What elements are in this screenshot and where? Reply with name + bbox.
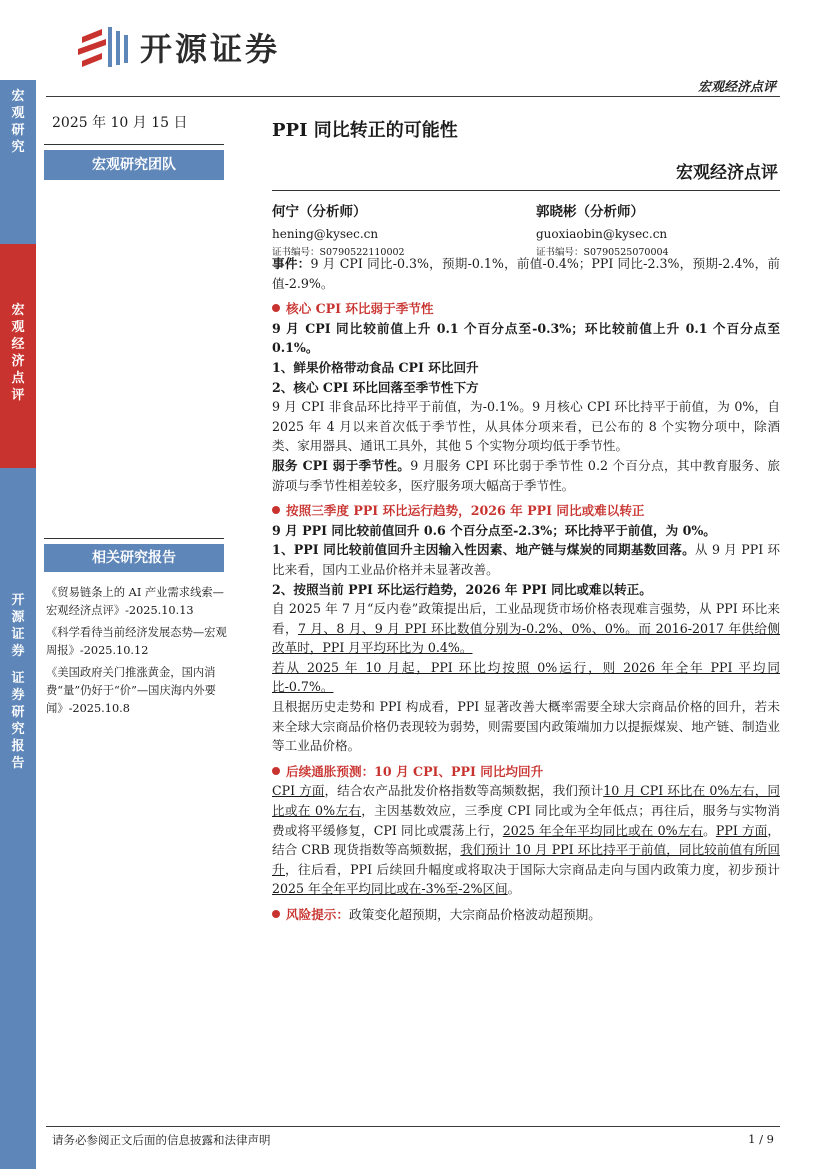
analyst-email[interactable]: hening@kysec.cn [272, 227, 379, 241]
event-paragraph: 事件：9 月 CPI 同比-0.3%，预期-0.1%，前值-0.4%；PPI 同比-2.3%，预期-2.4%，前值-2.9%。 [272, 256, 781, 291]
analyst-card [272, 200, 405, 258]
section-heading: 核心 CPI 环比弱于季节性 [272, 299, 780, 319]
paragraph: 服务 CPI 弱于季节性。9 月服务 CPI 环比弱于季节性 0.2 个百分点，其中教育服务、旅游项与季节性相差较多，医疗服务项大幅高于季节性。 [272, 457, 780, 493]
analyst-name: 何宁（分析师） [272, 204, 367, 220]
paragraph: 9 月 CPI 非食品环比持平于前值，为-0.1%。9 月核心 CPI 环比持平于前值，为 0%，自 2025 年 4 月以来首次低于季节性，从具体分项来看，已公布的 8 个实物分项中，除酒类、家用器具、通讯工具外，其他 5 个实物分项均低于季节性。 [272, 399, 780, 454]
brand-mark-icon [74, 23, 132, 71]
side-label-bottom: 开 源 证 券 证 券 研 究 报 告 [11, 593, 25, 771]
footer-divider [46, 1126, 780, 1127]
paragraph: 若从 2025 年 10 月起，PPI 环比均按照 0%运行，则 2026 年全年 PPI 平均同比-0.7%。 [272, 659, 780, 695]
report-type: 宏观经济点评 [676, 163, 778, 183]
section-lead: 9 月 PPI 同比较前值回升 0.6 个百分点至-2.3%；环比持平于前值，为 0%。 [272, 522, 716, 538]
paragraph: 1、PPI 同比较前值回升主因输入性因素、地产链与煤炭的同期基数回落。从 9 月 PPI 环比来看，国内工业品价格并未显著改善。 [272, 542, 780, 577]
footer-disclaimer: 请务必参阅正文后面的信息披露和法律声明 [52, 1133, 271, 1147]
risk-paragraph: 风险提示：政策变化超预期，大宗商品价格波动超预期。 [272, 905, 780, 925]
side-label-top: 宏 观 研 究 [11, 89, 25, 155]
related-report-link[interactable]: 《科学看待当前经济发展态势—宏观周报》-2025.10.12 [46, 626, 227, 657]
paragraph: 自 2025 年 7 月“反内卷”政策提出后，工业品现货市场价格表现难言强势，从 PPI 环比来看，7 月、8 月、9 月 PPI 环比数值分别为-0.2%、0%、0%。而 2016-2017 年供给侧改革时，PPI 月平均环比为 0.4%。 [272, 601, 781, 656]
sub-heading: 2、核心 CPI 环比回落至季节性下方 [272, 379, 479, 395]
report-date: 2025 年 10 月 15 日 [52, 115, 188, 131]
related-reports-list [46, 584, 234, 722]
analyst-cert: 证书编号：S0790525070004 [536, 247, 669, 258]
related-report-link[interactable]: 《美国政府关门推涨黄金，国内消费“量”仍好于“价”—国庆海内外要闻》-2025.10.8 [46, 666, 216, 715]
bullet-icon [272, 910, 280, 918]
bullet-icon [272, 767, 280, 775]
sub-heading: 2、按照当前 PPI 环比运行趋势，2026 年 PPI 同比或难以转正。 [272, 581, 652, 597]
related-reports-label: 相关研究报告 [44, 544, 224, 572]
section-heading: 按照三季度 PPI 环比运行趋势，2026 年 PPI 同比或难以转正 [272, 501, 780, 521]
bullet-icon [272, 506, 280, 514]
left-column-divider [44, 144, 224, 145]
section-lead: 9 月 CPI 同比较前值上升 0.1 个百分点至-0.3%；环比较前值上升 0.1 个百分点至 0.1%。 [272, 320, 780, 356]
analyst-email[interactable]: guoxiaobin@kysec.cn [536, 227, 668, 241]
analyst-name: 郭晓彬（分析师） [536, 204, 644, 220]
bullet-icon [272, 304, 280, 312]
page-title: PPI 同比转正的可能性 [272, 120, 458, 141]
related-report-link[interactable]: 《贸易链条上的 AI 产业需求线索—宏观经济点评》-2025.10.13 [46, 586, 224, 617]
related-divider [44, 538, 224, 539]
brand-logo: 开源证券 [74, 22, 280, 72]
sub-heading: 1、鲜果价格带动食品 CPI 环比回升 [272, 359, 479, 375]
side-label-middle: 宏 观 经 济 点 评 [11, 303, 25, 403]
header-category: 宏观经济点评 [697, 80, 776, 95]
paragraph: CPI 方面，结合农产品批发价格指数等高频数据，我们预计10 月 CPI 环比在 0%左右，同比或在 0%左右，主因基数效应，三季度 CPI 同比或为全年低点；再往后，服务与实物消费或将平缓修复，CPI 同比或震荡上行，2025 年全年平均同比或在 0%左右。PPI 方面，结合 CRB 现货指数等高频数据，我们预计 10 月 PPI 环比持平于前值，同比较前值有所回升，往后看，PPI 后续回升幅度或将取决于国际大宗商品走向与国内政策力度，初步预计2025 年全年平均同比或在-3%至-2%区间。 [272, 783, 781, 897]
team-label: 宏观研究团队 [44, 150, 224, 180]
analyst-card [536, 200, 669, 258]
page-number: 1 / 9 [748, 1132, 774, 1146]
paragraph: 且根据历史走势和 PPI 构成看，PPI 显著改善大概率需要全球大宗商品价格的回升，若未来全球大宗商品价格仍表现较为弱势，则需要国内政策端加力以提振煤炭、地产链、制造业等工业品价格。 [272, 699, 780, 754]
section-heading: 后续通胀预测：10 月 CPI、PPI 同比均回升 [272, 762, 780, 782]
analyst-cert: 证书编号：S0790522110002 [272, 247, 405, 258]
subtitle-divider [272, 190, 780, 191]
header-divider [46, 96, 780, 97]
report-body [272, 254, 780, 925]
side-strip-bottom [0, 468, 36, 1169]
